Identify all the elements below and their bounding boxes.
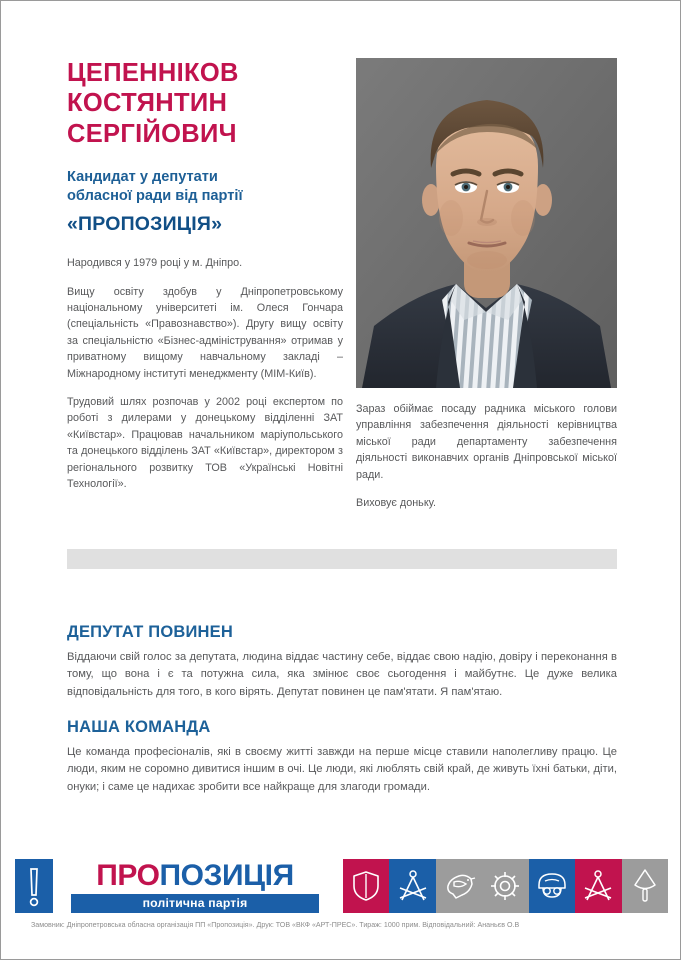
trowel-icon — [622, 859, 668, 913]
dove-glyph — [442, 871, 476, 901]
biography — [67, 255, 343, 492]
current-role-paragraph: Зараз обіймає посаду радника міського голови управління забезпечення діяльності керівництва міської ради департаменту забезпечення діяльності виконавчих органів Дніпровської міської ради. — [356, 403, 617, 481]
portrait-photo-graphic — [356, 58, 617, 388]
disclaimer-text: Замовник: Дніпропетровська обласна організація ПП «Пропозиція». Друк: ТОВ «ВКФ «АРТ-ПРЕС». Тираж: 1000 прим. Відповідальний: Ананьєв О.В — [31, 921, 520, 929]
section-body: Віддаючи свій голос за депутата, людина віддає частину себе, віддає свою надію, довіру і переконання в тому, що вона і є та потужна сила, яка змінює своє сьогодення і майбутнє. Це дуже велика відповідальність для того, в кого вірять. Депутат повинен це пам'ятати. Я пам'ятаю. — [67, 651, 617, 698]
footer-bar — [1, 857, 681, 917]
logo-part-red: ПРО — [96, 859, 160, 892]
header-section — [1, 1, 681, 521]
section-our-team — [67, 718, 617, 796]
gear-glyph — [489, 870, 521, 902]
position-line-1: Кандидат у депутати — [67, 169, 218, 186]
party-name: «ПРОПОЗИЦІЯ» — [67, 212, 223, 235]
position-line-2: обласної ради від партії — [67, 188, 243, 205]
respirator-helmet-glyph — [535, 871, 569, 901]
candidate-info — [67, 58, 343, 493]
bio-paragraph: Народився у 1979 році у м. Дніпро. — [67, 257, 243, 270]
compass-square-icon — [389, 859, 435, 913]
dove-icon — [436, 859, 482, 913]
party-logo-tagline: політична партія — [71, 894, 319, 913]
exclamation-mark-glyph — [15, 859, 53, 913]
family-paragraph: Виховує доньку. — [356, 497, 436, 510]
current-role-text — [356, 401, 617, 511]
candidate-patronymic: СЕРГІЙОВИЧ — [67, 119, 237, 148]
gear-icon — [482, 859, 528, 913]
bio-paragraph: Вищу освіту здобув у Дніпропетровському національному університеті ім. Олеся Гончара (спеціальність «Правознавство»). Другу вищу освіту за спеціальністю «Бізнес-адміністрування» отримав у приватному вищому навчальному закладі – Міжнародному інституті менеджменту (МІМ-Київ). — [67, 285, 343, 380]
section-heading: ДЕПУТАТ ПОВИНЕН — [67, 623, 233, 641]
section-heading: НАША КОМАНДА — [67, 718, 211, 737]
compass-square-glyph — [396, 869, 430, 903]
shield-glyph — [351, 869, 381, 903]
exclamation-mark-icon — [15, 859, 53, 913]
section-deputy-must — [67, 623, 617, 701]
candidate-surname: ЦЕПЕННІКОВ — [67, 59, 239, 87]
candidate-name — [67, 58, 343, 149]
logo-part-blue: ПОЗИЦІЯ — [159, 859, 294, 892]
bio-paragraph: Трудовий шлях розпочав у 2002 році експертом по роботі з дилерами у донецькому відділенні ЗАТ «Київстар». Працював начальником маріупольського та донецького відділень ЗАТ «Київстар», директором з регіонального розвитку ТОВ «Українські Новітні Технології». — [67, 396, 343, 491]
shield-icon — [343, 859, 389, 913]
respirator-helmet-icon — [529, 859, 575, 913]
divider-bar — [67, 549, 617, 569]
party-logo — [71, 859, 319, 913]
section-body: Це команда професіоналів, які в своєму житті завжди на перше місце ставили наполегливу працю. Це люди, яким не соромно дивитися іншим в очі. Це люди, які люблять свій край, де живуть їхні батьки, діти, онуки; і саме це надихає зробити все найкраще для злагоди громади. — [67, 746, 617, 793]
content-sections — [67, 623, 617, 796]
compass-square-glyph — [581, 869, 615, 903]
compass-square-icon — [575, 859, 621, 913]
candidate-photo — [356, 58, 617, 388]
candidate-position — [67, 168, 343, 207]
icon-strip — [343, 859, 668, 913]
party-logo-word — [71, 859, 319, 893]
trowel-glyph — [632, 868, 658, 904]
candidate-firstname: КОСТЯНТИН — [67, 89, 228, 118]
